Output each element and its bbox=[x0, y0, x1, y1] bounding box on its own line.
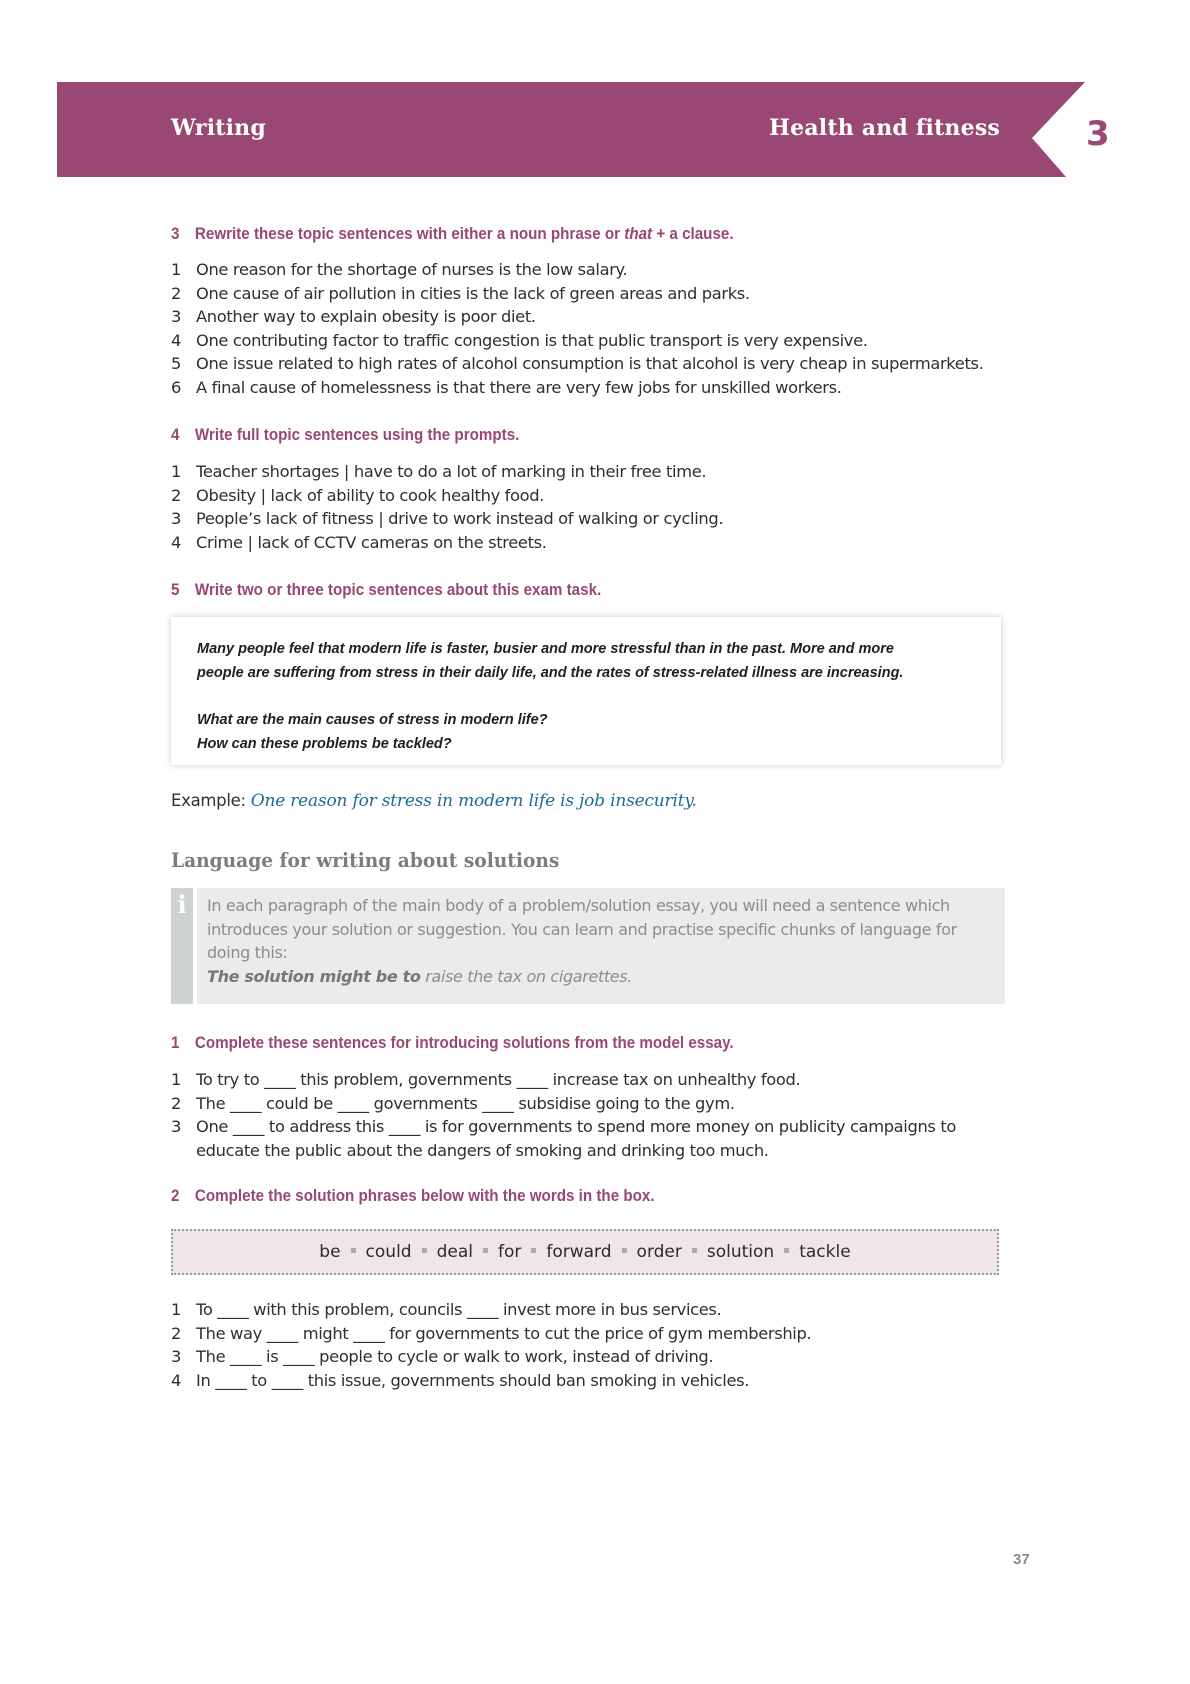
info-icon: i bbox=[177, 890, 187, 919]
instruction-text-end: + a clause. bbox=[652, 225, 734, 243]
separator-dot bbox=[692, 1248, 697, 1253]
item-number: 3 bbox=[171, 509, 182, 529]
separator-dot bbox=[351, 1248, 356, 1253]
word-item: forward bbox=[546, 1242, 612, 1262]
item-number: 2 bbox=[171, 283, 182, 303]
item-number: 1 bbox=[171, 1070, 182, 1089]
item-text: The way ____ might ____ for governments to cut the price of gym membership. bbox=[196, 1323, 812, 1343]
item-text: One issue related to high rates of alcohol consumption is that alcohol is very cheap in supermarkets. bbox=[196, 354, 984, 374]
exam-task-line: Many people feel that modern life is faster, busier and more stressful than in the past. More and more bbox=[197, 641, 894, 657]
word-box bbox=[171, 1229, 999, 1275]
separator-dot bbox=[531, 1248, 536, 1253]
item-text: In ____ to ____ this issue, governments should ban smoking in vehicles. bbox=[196, 1370, 750, 1390]
header-banner bbox=[57, 82, 1087, 177]
instruction-text: Write two or three topic sentences about this exam task. bbox=[194, 581, 602, 599]
exercise-number: 5 bbox=[171, 581, 180, 599]
instruction-text: Write full topic sentences using the prompts. bbox=[194, 426, 520, 444]
exercise-number: 1 bbox=[171, 1034, 180, 1052]
example-line bbox=[171, 791, 697, 811]
info-example-bold: The solution might be to bbox=[207, 966, 421, 986]
info-text: In each paragraph of the main body of a problem/solution essay, you will need a sentence which introduces your solution or suggestion. You can learn and practise specific chunks of language for doing this: bbox=[207, 896, 957, 963]
separator-dot bbox=[622, 1248, 627, 1253]
item-number: 1 bbox=[171, 260, 182, 279]
solutions-exercise-2-instruction bbox=[171, 1187, 655, 1206]
item-text: Another way to explain obesity is poor diet. bbox=[196, 307, 536, 327]
info-box bbox=[197, 888, 1005, 1004]
page-number: 37 bbox=[1013, 1551, 1030, 1568]
exercise-number: 4 bbox=[171, 426, 180, 444]
item-text: To ____ with this problem, councils ____ invest more in bus services. bbox=[196, 1300, 722, 1319]
item-text: educate the public about the dangers of smoking and drinking too much. bbox=[196, 1140, 769, 1160]
item-text: People’s lack of fitness | drive to work instead of walking or cycling. bbox=[196, 509, 724, 529]
word-item: be bbox=[319, 1242, 341, 1262]
info-strip bbox=[171, 888, 193, 1004]
example-label: Example: bbox=[171, 791, 246, 810]
section-label: Writing bbox=[171, 115, 266, 141]
separator-dot bbox=[784, 1248, 789, 1253]
item-number: 4 bbox=[171, 532, 182, 552]
exam-task-box bbox=[171, 617, 1001, 765]
word-item: for bbox=[497, 1242, 522, 1262]
item-number: 2 bbox=[171, 1323, 182, 1343]
item-number: 1 bbox=[171, 1300, 182, 1319]
item-number: 3 bbox=[171, 1117, 182, 1137]
item-text: One reason for the shortage of nurses is the low salary. bbox=[196, 260, 628, 279]
word-item: order bbox=[636, 1242, 682, 1262]
word-list bbox=[173, 1242, 997, 1262]
item-number: 3 bbox=[171, 1347, 182, 1367]
exam-question: How can these problems be tackled? bbox=[197, 736, 452, 752]
item-number: 1 bbox=[171, 462, 182, 481]
separator-dot bbox=[422, 1248, 427, 1253]
word-item: deal bbox=[436, 1242, 473, 1262]
item-number: 2 bbox=[171, 1093, 182, 1113]
item-text: Obesity | lack of ability to cook healthy food. bbox=[196, 485, 545, 505]
item-number: 3 bbox=[171, 307, 182, 327]
info-text-block bbox=[207, 894, 987, 988]
item-number: 4 bbox=[171, 330, 182, 350]
instruction-italic: that bbox=[624, 225, 653, 243]
example-answer: One reason for stress in modern life is job insecurity. bbox=[250, 791, 697, 811]
exercise-number: 2 bbox=[171, 1187, 180, 1205]
exam-task-line: people are suffering from stress in their daily life, and the rates of stress-related illness are increasing. bbox=[197, 665, 904, 681]
unit-number: 3 bbox=[1086, 114, 1110, 154]
section-heading: Language for writing about solutions bbox=[171, 848, 560, 872]
word-item: solution bbox=[706, 1242, 775, 1262]
unit-title: Health and fitness bbox=[769, 115, 1000, 141]
word-item: could bbox=[365, 1242, 412, 1262]
info-example-rest: raise the tax on cigarettes. bbox=[420, 966, 633, 986]
separator-dot bbox=[483, 1248, 488, 1253]
exercise-number: 3 bbox=[171, 225, 180, 243]
item-number: 5 bbox=[171, 354, 182, 374]
item-text: A final cause of homelessness is that there are very few jobs for unskilled workers. bbox=[196, 377, 842, 397]
word-item: tackle bbox=[799, 1242, 851, 1262]
item-text: The ____ is ____ people to cycle or walk to work, instead of driving. bbox=[196, 1347, 714, 1367]
item-number: 4 bbox=[171, 1370, 182, 1390]
instruction-text: Complete the solution phrases below with the words in the box. bbox=[194, 1187, 655, 1205]
solutions-exercise-1-instruction bbox=[171, 1034, 734, 1053]
exam-question: What are the main causes of stress in modern life? bbox=[197, 712, 548, 728]
item-text: One cause of air pollution in cities is the lack of green areas and parks. bbox=[196, 283, 750, 303]
exercise-5-instruction bbox=[171, 581, 601, 600]
exercise-4-instruction bbox=[171, 426, 519, 445]
item-text: One contributing factor to traffic congestion is that public transport is very expensive. bbox=[196, 330, 868, 350]
item-text: Teacher shortages | have to do a lot of marking in their free time. bbox=[196, 462, 707, 481]
item-text: To try to ____ this problem, governments ____ increase tax on unhealthy food. bbox=[196, 1070, 801, 1089]
item-number: 6 bbox=[171, 377, 182, 397]
item-text: Crime | lack of CCTV cameras on the streets. bbox=[196, 532, 547, 552]
exercise-3-instruction bbox=[171, 225, 734, 244]
item-text: The ____ could be ____ governments ____ subsidise going to the gym. bbox=[196, 1093, 735, 1113]
instruction-text: Rewrite these topic sentences with either a noun phrase or bbox=[194, 225, 625, 243]
item-number: 2 bbox=[171, 485, 182, 505]
instruction-text: Complete these sentences for introducing solutions from the model essay. bbox=[194, 1034, 734, 1052]
item-text: One ____ to address this ____ is for governments to spend more money on publicity campaigns to bbox=[196, 1117, 957, 1137]
